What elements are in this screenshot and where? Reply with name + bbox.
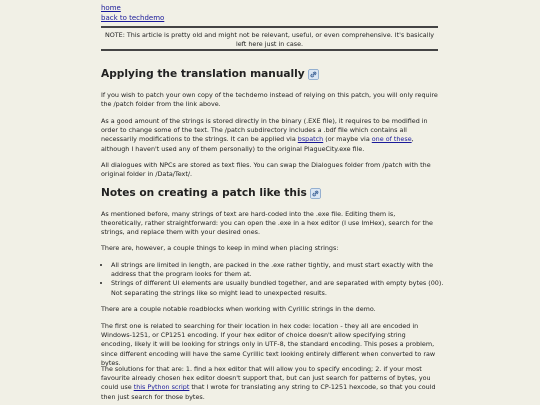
anchor-link-icon[interactable] [308,69,319,80]
placement-rules-list [101,261,448,298]
section2-heading-wrap [101,187,438,200]
list-item: • Strings of different UI elements are usually bundled together, and are separated with empty bytes (00). Not separating the strings like so might lead to unexpected results. [111,279,448,297]
section1-paragraph-2 [101,117,438,154]
section2-paragraph-2: There are, however, a couple things to keep in mind when placing strings: [101,244,339,252]
note-banner [101,26,438,51]
section1-heading-wrap [101,68,438,81]
section1-heading [101,68,438,81]
section2-paragraph-4: The first one is related to searching for their location in hex code: location - they all are encoded in Windows-1251, or CP1251 encoding. If your hex editor of choice doesn't allow specifying string encoding, likely it will be looking for strings only in UTF-8, the standard encoding. This poses a problem, since different encoding will have the same Cyrillic text looking entirely different when converted to raw bytes. [101,322,436,367]
section2-paragraph-3: There are a couple notable roadblocks when working with Cyrillic strings in the demo. [101,305,376,313]
python-script-link[interactable]: this Python script [133,383,190,392]
section2-heading [101,187,438,200]
section1-paragraph-1: If you wish to patch your own copy of the techdemo instead of relying on this patch, you will only require the /patch folder from the link above. [101,91,438,109]
back-to-techdemo-link[interactable]: back to techdemo [101,13,165,22]
bspatch-link[interactable]: bspatch [297,135,324,144]
section1-paragraph-3: All dialogues with NPCs are stored as text files. You can swap the Dialogues folder from /patch with the original folder in /Data/Text/. [101,161,431,179]
section2-paragraph-1: As mentioned before, many strings of text are hard-coded into the .exe file. Editing them is, theoretically, rather straightforward: you can open the .exe in a hex editor (I use ImHex), search for the strings, and replace them with your desired ones. [101,210,433,237]
one-of-these-link[interactable]: one of these [371,135,412,144]
list-item: • All strings are limited in length, are packed in the .exe rather tightly, and must start exactly with the address that the program looks for them at. [111,261,448,279]
anchor-link-icon[interactable] [310,188,321,199]
top-nav [101,4,164,23]
section1-p2-text-a: As a good amount of the strings is stored directly in the binary (.EXE file), it requires to be modified in order to change some of the text. The /patch subdirectory includes a .bdf file which contains all necessarily modifications to the strings. It can be applied via [101,117,428,144]
section2-title: Notes on creating a patch like this [101,187,307,199]
note-text: NOTE: This article is pretty old and might not be relevant, useful, or even comprehensive. It's basically left here just in case. [104,31,435,48]
home-link[interactable]: home [101,4,121,12]
section1-p2-text-b: (or maybe via [323,135,372,144]
section2-paragraph-5 [101,365,438,402]
section2-p5-text-b: that I wrote for translating any string to CP-1251 hexcode, so that you could then just search for those bytes. [101,383,436,401]
section1-p2-text-c: , although I haven't used any of them personally) to the original PlagueCity.exe file. [101,135,414,153]
section2-p5-text-a: The solutions for that are: 1. find a hex editor that will allow you to specify encoding; 2. if your most favourite already chosen hex editor doesn't support that, but can just search for patterns of bytes, you could use [101,365,431,392]
section1-title: Applying the translation manually [101,68,305,80]
